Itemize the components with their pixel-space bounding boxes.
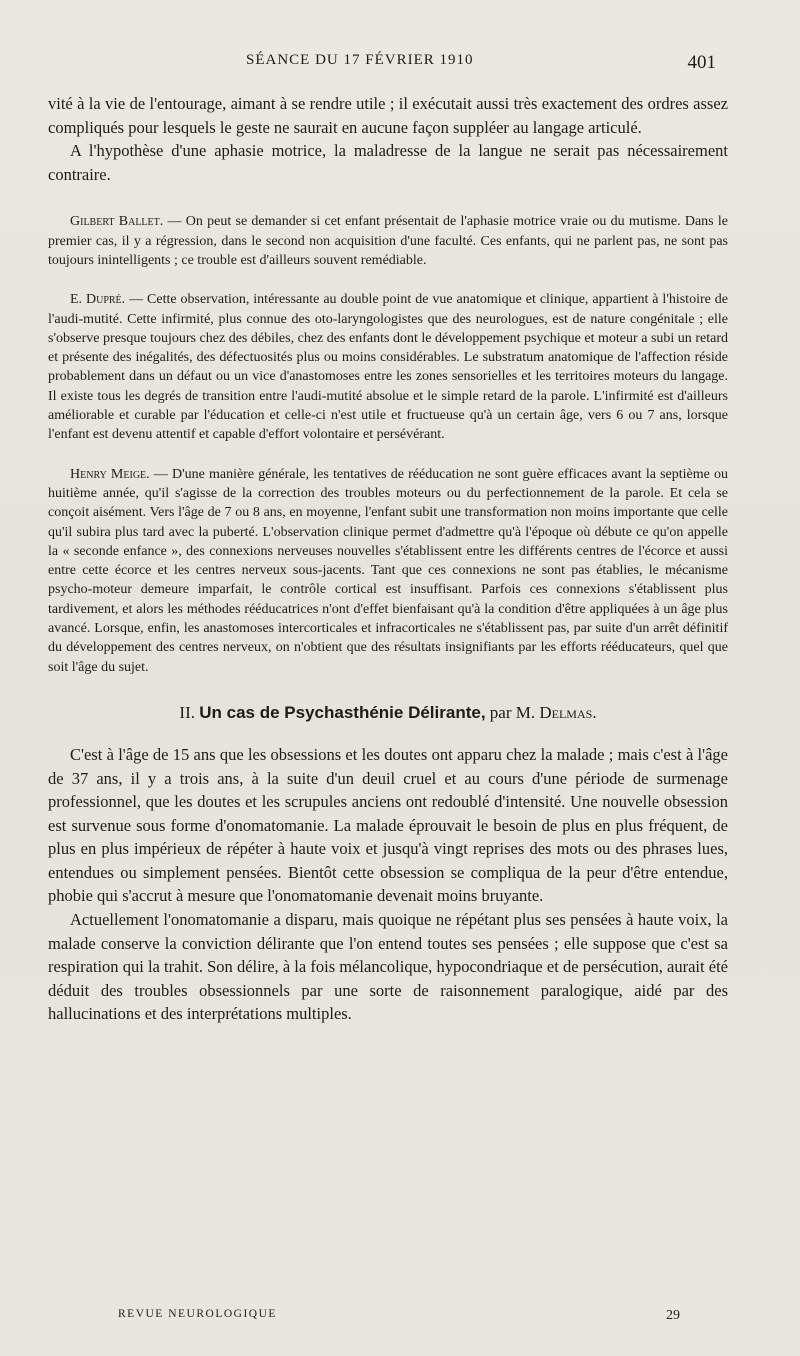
page-header [0,52,800,76]
discussion-ballet [48,212,728,270]
spacer [48,677,728,703]
paragraph-continuation: vité à la vie de l'entourage, aimant à se rendre utile ; il exécutait aussi très exactement des ordres assez compliqués pour lesquels le geste ne saurait en aucune façon suppléer au langage articulé. [48,94,728,137]
page-footer [0,1308,800,1328]
paragraph-hypothesis: A l'hypothèse d'une aphasie motrice, la maladresse de la langue ne serait pas nécessairement contraire. [48,141,728,184]
spacer [48,723,728,743]
section-number: II. [179,702,195,722]
speaker-name: Gilbert Ballet. [70,214,164,230]
speaker-name: E. Dupré. [70,292,126,308]
discussion-text: — On peut se demander si cet enfant présentait de l'aphasie motrice vraie ou du mutisme. Dans le premier cas, il y a régression, dans le second non acquisition d'une faculté. Ces enfants, qui ne parlent pas, ne sont pas toujours inintelligents ; ce trouble est d'ailleurs souvent remédiable. [48,214,728,268]
discussion-text: — Cette observation, intéressante au double point de vue anatomique et clinique, appartient à l'histoire de l'audi-mutité. Cette infirmité, plus connue des oto-laryngologistes que des neurologues, est de nature congénitale ; elle s'observe presque toujours chez des débiles, chez des enfants dont le développement psychique et moteur a subi un retard et présente des inégalités, des défectuosités plus ou moins considérables. Le substratum anatomique de l'affection réside probablement dans un défaut ou un vice d'anastomoses entre les zones sensorielles et les territoires moteurs du langage. Il existe tous les degrés de transition entre l'audi-mutité absolue et le simple retard de la parole. L'infirmité est d'ailleurs améliorable et curable par l'éducation et celle-ci n'est utile et fructueuse qu'à un certain âge, vers 6 ou 7 ans, lorsque l'enfant est devenu attentif et capable d'effort volontaire et persévérant. [48,292,728,443]
speaker-name: Henry Meige. [70,466,150,482]
discussion-dupre [48,290,728,444]
section-heading [48,703,728,723]
running-title: SÉANCE DU 17 FÉVRIER 1910 [246,52,474,68]
body-text [48,92,728,1026]
page-number: 401 [687,52,716,73]
discussion-meige [48,465,728,677]
spacer [48,270,728,290]
section-by: par M. [485,702,540,722]
journal-name: REVUE NEUROLOGIQUE [118,1308,277,1320]
paragraph-case-history: C'est à l'âge de 15 ans que les obsessions et les doutes ont apparu chez la malade ; mais c'est à l'âge de 37 ans, il y a trois ans, à la suite d'un deuil cruel et au cours d'une période de surmenage professionnel, que les doutes et les scrupules anciens ont redoublé d'intensité. Une nouvelle obsession est survenue sous forme d'onomatomanie. La malade éprouvait le besoin de plus en plus fréquent, de plus en plus impérieux de répéter à haute voix et jusqu'à vingt reprises des mots ou des phrases lues, entendues ou simplement pensées. Bientôt cette obsession se compliqua de la peur d'être entendue, phobie qui s'accrut à mesure que l'onomatomanie devenait moins bruyante. [48,744,728,906]
discussion-text: — D'une manière générale, les tentatives de rééducation ne sont guère efficaces avant la septième ou huitième année, qu'il s'agisse de la correction des troubles moteurs ou du perfectionnement de la parole. Et cela se conçoit aisément. Vers l'âge de 7 ou 8 ans, en moyenne, l'enfant subit une transformation non moins importante que celle qu'il subira plus tard avec la puberté. L'observation clinique permet d'admettre qu'à l'époque où débute ce qu'on appelle la « seconde enfance », des connexions nerveuses nouvelles s'établissent entre les différents centres de l'écorce et aussi entre cette écorce et les centres nerveux sous-jacents. Tant que ces connexions ne sont pas établies, le mécanisme psycho-moteur demeure imparfait, le contrôle cortical est insuffisant. Parfois ces connexions s'établissent plus tardivement, et alors les méthodes rééducatrices n'ont d'effet bienfaisant qu'à la condition d'être appliquées à un âge plus avancé. Lorsque, enfin, les anastomoses intercorticales et infracorticales ne s'établissent pas, par suite d'un arrêt définitif du développement des centres nerveux, on n'obtient que des résultats insignifiants par les efforts rééducateurs, quel que soit l'âge du sujet. [48,466,728,675]
section-author: Delmas. [539,702,597,722]
paragraph-current-state: Actuellement l'onomatomanie a disparu, mais quoique ne répétant plus ses pensées à haute voix, la malade conserve la conviction délirante que l'on entend toutes ses pensées ; elle suppose que c'est sa respiration qui la trahit. Son délire, à la fois mélancolique, hypocondriaque et de persécution, aurait été déduit des troubles obsessionnels par une sorte de raisonnement paralogique, aidé par des hallucinations et des interprétations multiples. [48,910,728,1024]
spacer [48,445,728,465]
section-title: Un cas de Psychasthénie Délirante, [199,702,486,722]
signature-mark: 29 [666,1308,680,1323]
spacer [48,186,728,212]
